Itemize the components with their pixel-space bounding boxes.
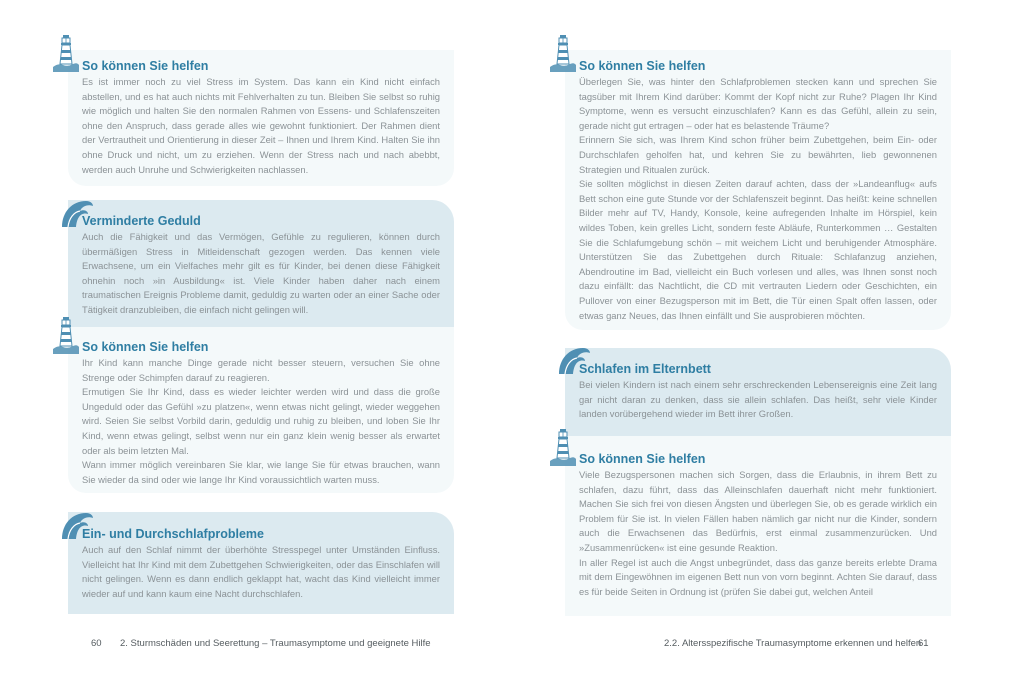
lighthouse-icon: [549, 428, 577, 473]
section-title: So können Sie helfen: [82, 59, 209, 73]
paragraph: Erinnern Sie sich, was Ihrem Kind schon früher beim Zubettgehen, beim Ein- oder Durchschlafen geholfen hat, und kehren Sie zu bewährten, lieb gewonnenen Strategien und Ritualen zurück.: [579, 134, 937, 175]
paragraph: Viele Bezugspersonen machen sich Sorgen, dass die Erlaubnis, in ihrem Bett zu schlafen, dazu führt, dass das Alleinschlafen dauerhaft nicht mehr funktioniert. Machen Sie sich frei von diesen Ängsten und überlegen Sie, ob es gerade wirklich ein Problem für Sie ist. In vielen Fällen haben nämlich gar nicht nur die Kinder, sondern auch die Erwachsenen das Bedürfnis, erst einmal zusammenzurücken. Und »Zusammenrücken« ist eine gesunde Reaktion.: [579, 469, 937, 553]
paragraph: Sie sollten möglichst in diesen Zeiten darauf achten, dass der »Landeanflug« aufs Bett schon eine gute Stunde vor der Schlafenszeit beginnt. Das heißt: keine schnellen Bilder mehr auf TV, Handy, Konsole, keine aufregenden Inhalte im Hörspiel, kein wildes Toben, kein grelles Licht, sondern feste Abläufe, Runterkommen … Gestalten Sie die Schlafumgebung schön – mit weichem Licht und beruhigender Atmosphäre. Unterstützen Sie das Zubettgehen durch Rituale: Schlafanzug anziehen, Abendroutine im Bad, vielleicht ein Buch vorlesen und alles, was Ihnen sonst noch dazu einfällt: das Nachtlicht, die CD mit vertrauten Liedern oder Geschichten, ein Pullover von einer Bezugsperson mit im Bett, die Tür einen Spalt offen lassen, oder etwas ganz Neues, das Ihnen einfällt und Sie ausprobieren möchten.: [579, 178, 937, 321]
paragraph: Auch auf den Schlaf nimmt der überhöhte Stresspegel unter Umständen Einfluss. Vielleicht hat Ihr Kind mit dem Zubettgehen Schwierigkeiten, oder das Einschlafen will nicht gelingen. Wenn es dann endlich geklappt hat, wacht das Kind vielleicht immer wieder auf und kann kaum eine Nacht durchschlafen.: [82, 544, 440, 599]
lighthouse-icon: [549, 34, 577, 79]
running-footer: 2. Sturmschäden und Seerettung – Traumasymptome und geeignete Hilfe: [120, 638, 431, 649]
section-title: So können Sie helfen: [579, 452, 706, 466]
section-title: Verminderte Geduld: [82, 214, 201, 228]
paragraph: In aller Regel ist auch die Angst unbegründet, dass das ganze bereits erlebte Drama mit dem Eingewöhnen im eigenen Bett nun von vorn beginnt. Achten Sie darauf, dass es für beide Seiten in Ordnung ist (prüfen Sie dabei gut, welchen Anteil: [579, 556, 937, 597]
paragraph: Überlegen Sie, was hinter den Schlafproblemen stecken kann und sprechen Sie tagsüber mit Ihrem Kind darüber: Kommt der Kopf nicht zur Ruhe? Plagen Ihr Kind Symptome, wenn es versucht einzuschlafen? Kann es das Gefühl, allein zu sein, gerade nicht gut ertragen – oder hat es belastende Träume?: [579, 76, 937, 131]
section-body: [82, 230, 440, 318]
lighthouse-icon: [52, 316, 80, 361]
section-body: [82, 543, 440, 601]
paragraph: Ihr Kind kann manche Dinge gerade nicht besser steuern, versuchen Sie ohne Strenge oder Schimpfen darauf zu reagieren.: [82, 357, 440, 383]
section-body: [579, 75, 937, 323]
paragraph: Wann immer möglich vereinbaren Sie klar, wie lange Sie für etwas brauchen, wann Sie wieder da sind oder wie lange Ihr Kind voraussichtlich warten muss.: [82, 459, 440, 485]
paragraph: Es ist immer noch zu viel Stress im System. Das kann ein Kind nicht einfach abstellen, und es hat auch nichts mit Fehlverhalten zu tun. Bleiben Sie selbst so ruhig wie möglich und halten Sie den normalen Rahmen von Essens- und Schlafenszeiten ohne den Anspruch, dass gerade alles wie gewohnt funktioniert. Der Rahmen dient der Vertrautheit und Orientierung in dieser Zeit – Ihnen und Ihrem Kind. Halten Sie ihn ohne Druck und nicht, um zu erziehen. Wenn der Stress nach und nach abebbt, werden auch Unruhe und Schwierigkeiten nachlassen.: [82, 76, 440, 175]
section-body: [579, 468, 937, 599]
page-number: 60: [91, 638, 102, 649]
paragraph: Bei vielen Kindern ist nach einem sehr erschreckenden Lebensereignis eine Zeit lang gar nicht daran zu denken, dass sie allein schlafen. Das heißt, sehr viele Kinder landen vorübergehend wieder im Bett ihrer Großen.: [579, 379, 937, 420]
section-title: Ein- und Durchschlafprobleme: [82, 527, 264, 541]
section-title: So können Sie helfen: [82, 340, 209, 354]
section-body: [82, 356, 440, 487]
lighthouse-icon: [52, 34, 80, 79]
paragraph: Auch die Fähigkeit und das Vermögen, Gefühle zu regulieren, können durch übermäßigen Stress in Mitleidenschaft gezogen werden. Das kennen viele Erwachsene, um ein Vielfaches mehr gilt es für Kinder, bei denen diese Fähigkeit ohnehin noch »in Ausbildung« ist. Viele Kinder haben daher nach einem traumatischen Ereignis Probleme damit, geduldig zu warten oder an einer Sache oder Tätigkeit dranzubleiben, die einfach nicht gelingen will.: [82, 231, 440, 315]
section-title: So können Sie helfen: [579, 59, 706, 73]
section-body: [579, 378, 937, 422]
page-number: 61: [918, 638, 929, 649]
paragraph: Ermutigen Sie Ihr Kind, dass es wieder leichter werden wird und dass die große Ungeduld oder das Gefühl »zu platzen«, wenn etwas nicht gelingt, wieder weggehen wird. Seien Sie selbst Vorbild darin, geduldig und ruhig zu bleiben, und loben Sie Ihr Kind, wenn etwas gelingt, selbst wenn nur ein ganz klein wenig besser als erwartet oder als beim letzten Mal.: [82, 386, 440, 456]
section-title: Schlafen im Elternbett: [579, 362, 711, 376]
running-footer: 2.2. Altersspezifische Traumasymptome erkennen und helfen: [664, 638, 922, 649]
section-body: [82, 75, 440, 177]
